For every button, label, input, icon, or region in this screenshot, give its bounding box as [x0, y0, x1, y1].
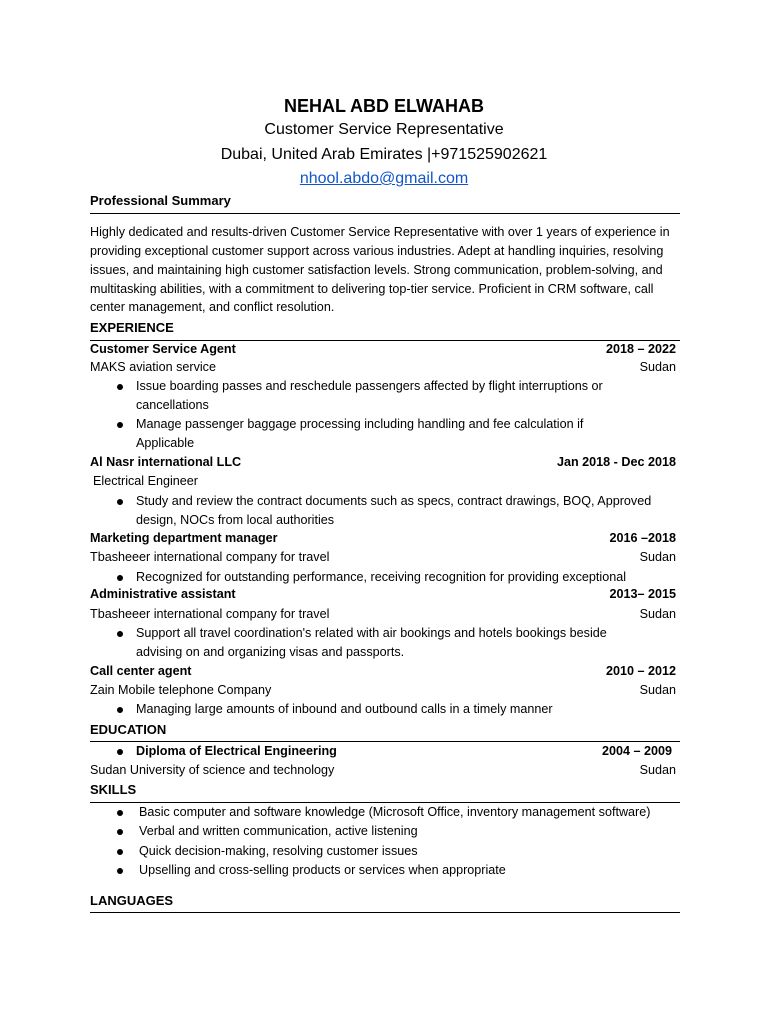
- bullet-dot: [117, 868, 123, 874]
- job-location: Sudan: [639, 550, 676, 564]
- skills-heading: SKILLS: [90, 782, 137, 797]
- job-dates: 2018 – 2022: [605, 342, 676, 356]
- job-location: Sudan: [639, 607, 676, 621]
- job-role: Administrative assistant: [90, 587, 236, 601]
- bullet-dot: [117, 631, 123, 637]
- job-role: Marketing department manager: [90, 531, 278, 545]
- bullet-dot: [117, 749, 123, 755]
- bullet-dot: [117, 384, 123, 390]
- job-bullet: Manage passenger baggage processing including handling and fee calculation if: [136, 417, 584, 431]
- job-bullet-cont: Applicable: [136, 436, 195, 450]
- education-location: Sudan: [639, 763, 676, 777]
- bullet-dot: [117, 810, 123, 816]
- job-role: Al Nasr international LLC: [90, 455, 242, 469]
- job-bullet: Issue boarding passes and reschedule passengers affected by flight interruptions or: [136, 379, 603, 393]
- bullet-dot: [117, 575, 123, 581]
- bullet-dot: [117, 707, 123, 713]
- job-title: Customer Service Representative: [264, 121, 504, 138]
- education-dates: 2004 – 2009: [601, 744, 672, 758]
- education-heading: EDUCATION: [90, 722, 167, 737]
- skills-divider: [90, 802, 680, 803]
- skill-item: Verbal and written communication, active listening: [139, 824, 418, 838]
- email-link[interactable]: nhool.abdo@gmail.com: [299, 170, 469, 187]
- job-location: Sudan: [639, 683, 676, 697]
- languages-heading: LANGUAGES: [90, 893, 174, 908]
- summary-line: providing exceptional customer support across various industries. Adept at handling inquiries, resolving: [90, 244, 664, 258]
- education-degree: Diploma of Electrical Engineering: [136, 744, 337, 758]
- job-dates: 2010 – 2012: [605, 664, 676, 678]
- job-company: MAKS aviation service: [90, 360, 216, 374]
- summary-heading: Professional Summary: [90, 193, 231, 208]
- skill-item: Basic computer and software knowledge (Microsoft Office, inventory management software): [139, 805, 651, 819]
- bullet-dot: [117, 829, 123, 835]
- experience-divider: [90, 340, 680, 341]
- bullet-dot: [117, 849, 123, 855]
- summary-divider: [90, 213, 680, 214]
- job-bullet: Study and review the contract documents such as specs, contract drawings, BOQ, Approved: [136, 494, 652, 508]
- education-school: Sudan University of science and technology: [90, 763, 335, 777]
- job-role: Customer Service Agent: [90, 342, 236, 356]
- summary-line: issues, and maintaining high customer satisfaction levels. Strong communication, problem-solving, and: [90, 263, 663, 277]
- job-location: Sudan: [639, 360, 676, 374]
- skill-item: Upselling and cross-selling products or services when appropriate: [139, 863, 506, 877]
- job-bullet: Support all travel coordination's related with air bookings and hotels bookings beside: [136, 626, 607, 640]
- job-role: Call center agent: [90, 664, 192, 678]
- experience-heading: EXPERIENCE: [90, 320, 174, 335]
- location-phone: Dubai, United Arab Emirates |+971525902621: [220, 146, 548, 163]
- bullet-dot: [117, 422, 123, 428]
- job-bullet-cont: cancellations: [136, 398, 209, 412]
- email-row: [0, 170, 768, 188]
- summary-line: Highly dedicated and results-driven Customer Service Representative with over 1 years of experience in: [90, 225, 670, 239]
- job-company: Tbasheeer international company for travel: [90, 607, 330, 621]
- job-company: Zain Mobile telephone Company: [90, 683, 272, 697]
- job-bullet-cont: advising on and organizing visas and passports.: [136, 645, 405, 659]
- job-bullet-cont: design, NOCs from local authorities: [136, 513, 335, 527]
- job-dates: 2013– 2015: [609, 587, 676, 601]
- candidate-name: NEHAL ABD ELWAHAB: [283, 96, 484, 116]
- job-dates: Jan 2018 - Dec 2018: [556, 455, 676, 469]
- job-company: Tbasheeer international company for travel: [90, 550, 330, 564]
- job-company: Electrical Engineer: [93, 474, 198, 488]
- bullet-dot: [117, 499, 123, 505]
- education-divider: [90, 741, 680, 742]
- job-dates: 2016 –2018: [609, 531, 676, 545]
- languages-divider: [90, 912, 680, 913]
- summary-line: center management, and conflict resolution.: [90, 300, 335, 314]
- summary-line: multitasking abilities, with a commitment to delivering top-tier service. Proficient in CRM software, call: [90, 282, 654, 296]
- job-bullet: Managing large amounts of inbound and outbound calls in a timely manner: [136, 702, 553, 716]
- job-bullet: Recognized for outstanding performance, receiving recognition for providing exceptional: [136, 570, 627, 584]
- skill-item: Quick decision-making, resolving customer issues: [139, 844, 418, 858]
